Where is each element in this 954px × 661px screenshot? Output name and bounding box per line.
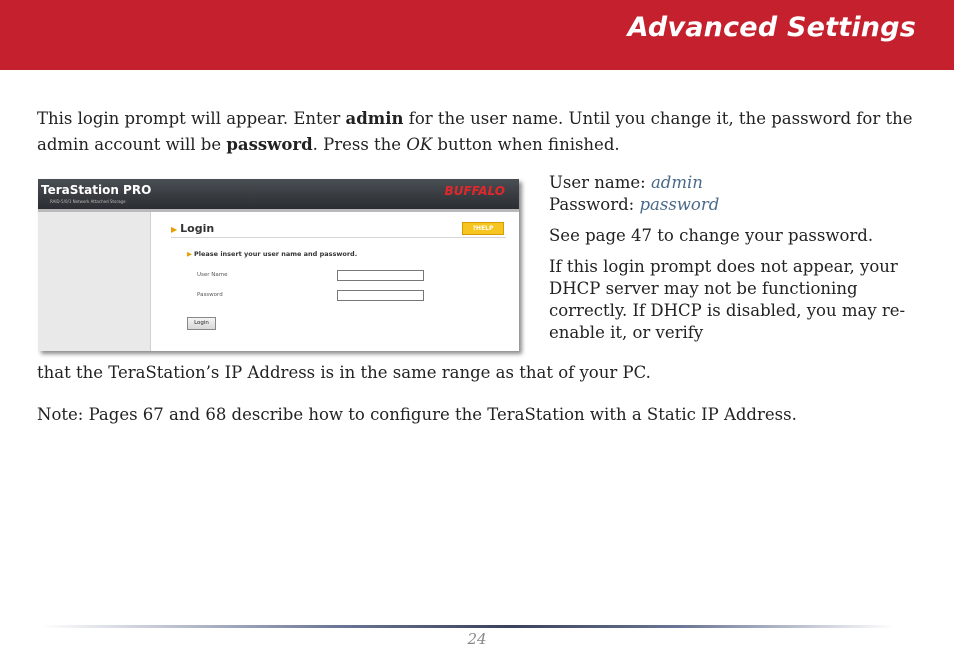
arrow-icon: ▶ xyxy=(187,250,192,258)
credential-password: Password: password xyxy=(549,195,720,214)
static-ip-note: Note: Pages 67 and 68 describe how to configure the TeraStation with a Static IP Address. xyxy=(37,405,797,424)
brand-logo: BUFFALO xyxy=(444,184,505,198)
side-text xyxy=(549,172,929,344)
login-screenshot xyxy=(38,179,519,351)
page-title: Advanced Settings xyxy=(627,12,916,43)
password-field xyxy=(337,290,424,301)
see-page-note: See page 47 to change your password. xyxy=(549,226,874,245)
intro-paragraph: This login prompt will appear. Enter admin for the user name. Until you change it, the password for the admin account will be password. Press the OK button when finished. xyxy=(37,109,913,154)
login-button: Login xyxy=(187,317,216,330)
arrow-icon: ▶ xyxy=(171,225,178,234)
password-label: Password xyxy=(197,292,223,298)
product-logo: TeraStation PRO xyxy=(41,183,152,197)
password-value: password xyxy=(639,195,720,214)
screenshot-sidebar xyxy=(38,212,151,351)
help-button: ?HELP xyxy=(462,222,504,235)
username-field xyxy=(337,270,424,281)
product-subtitle: RAID-5/0/1 Network Attached Storage xyxy=(50,199,126,204)
page-header xyxy=(0,0,954,70)
dhcp-note: If this login prompt does not appear, your DHCP server may not be functioning correctly. If DHCP is disabled, you may re-enable it, or verify xyxy=(549,257,906,342)
screenshot-login-panel xyxy=(151,212,519,351)
credential-username: User name: admin xyxy=(549,173,703,192)
login-divider xyxy=(171,237,506,238)
page-number: 24 xyxy=(467,630,487,648)
username-label: User Name xyxy=(197,272,228,278)
username-value: admin xyxy=(650,173,703,192)
dhcp-note-continued: that the TeraStation’s IP Address is in the same range as that of your PC. xyxy=(37,363,651,382)
login-heading: ▶ Login xyxy=(171,222,215,235)
footer-divider xyxy=(40,625,894,628)
screenshot-banner xyxy=(38,179,519,209)
ok-emphasis: OK xyxy=(406,135,433,154)
password-emphasis: password xyxy=(226,135,313,154)
login-instruction: ▶ Please insert your user name and password. xyxy=(187,250,358,258)
username-emphasis: admin xyxy=(345,109,404,128)
